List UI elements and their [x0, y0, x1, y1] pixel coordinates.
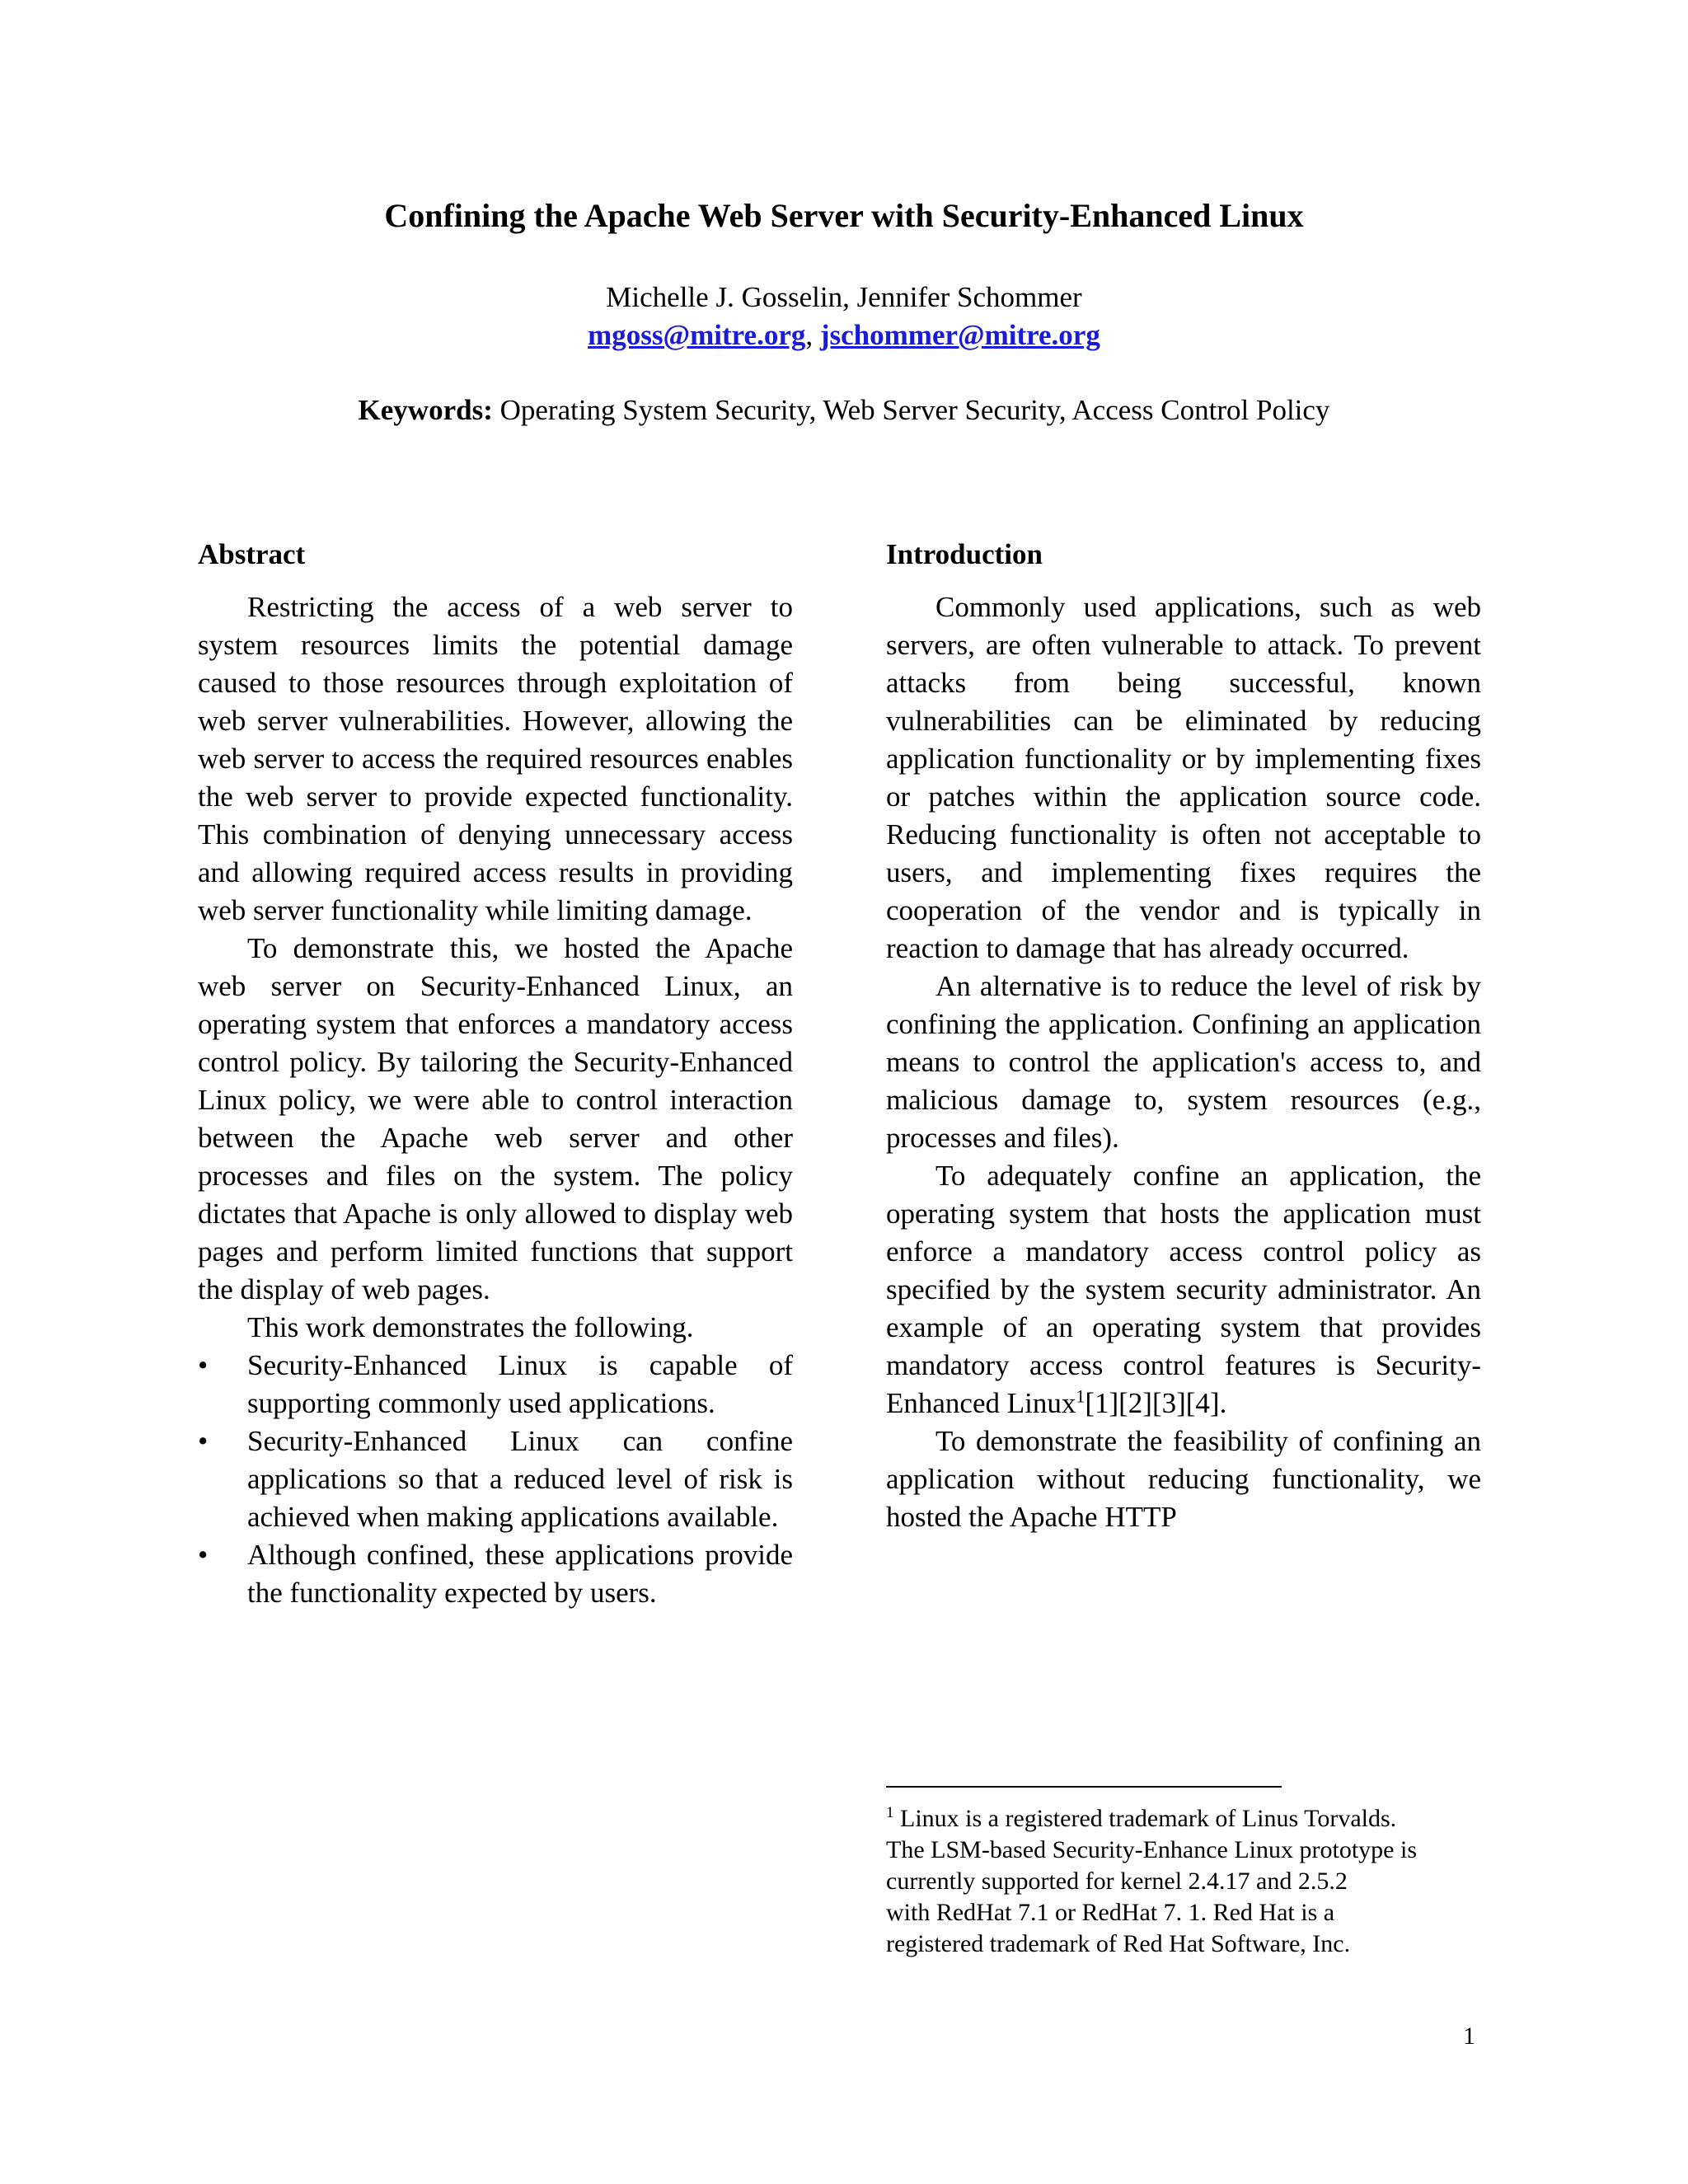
footnote-line: currently supported for kernel 2.4.17 and 2.5.2 — [886, 1868, 1348, 1895]
citation-references: [1][2][3][4]. — [1085, 1387, 1227, 1419]
introduction-paragraph-1: Commonly used applications, such as web servers, are often vulnerable to attack. To prevent attacks from being successful, known vulnerabilities can be eliminated by reducing application functionality or by implementing fixes or patches within the application source code. Reducing functionality is often not acceptable to users, and implementing fixes requires the cooperation of the vendor and is typically in reaction to damage that has already occurred. — [886, 591, 1481, 964]
list-item — [198, 1347, 793, 1422]
keywords-text: Operating System Security, Web Server Security, Access Control Policy — [499, 394, 1330, 426]
footnote-reference: 1 — [1076, 1385, 1085, 1407]
footnote-line — [886, 1803, 1481, 1835]
footnote-line: with RedHat 7.1 or RedHat 7. 1. Red Hat is a — [886, 1899, 1335, 1926]
bullet-icon: • — [198, 1349, 209, 1381]
abstract-paragraph-3: This work demonstrates the following. — [247, 1311, 694, 1343]
list-item-text: Although confined, these applications provide the functionality expected by users. — [247, 1539, 793, 1609]
footnote-line-text: Linux is a registered trademark of Linus Torvalds. — [900, 1805, 1397, 1832]
list-item — [198, 1422, 793, 1536]
keywords-line — [0, 391, 1688, 429]
findings-list — [198, 1347, 793, 1612]
abstract-column — [198, 536, 793, 1612]
introduction-heading: Introduction — [886, 538, 1043, 570]
keywords-label: Keywords: — [358, 394, 493, 426]
introduction-paragraph-4: To demonstrate the feasibility of confining an application without reducing functionality, we hosted the Apache HTTP — [886, 1425, 1481, 1533]
email-separator: , — [805, 319, 820, 351]
abstract-paragraph-2: To demonstrate this, we hosted the Apache web server on Security-Enhanced Linux, an operating system that enforces a mandatory access control policy. By tailoring the Security-Enhanced Linux policy, we were able to control interaction between the Apache web server and other processes and files on the system. The policy dictates that Apache is only allowed to display web pages and perform limited functions that support the display of web pages. — [198, 932, 793, 1305]
abstract-heading: Abstract — [198, 538, 306, 570]
bullet-icon: • — [198, 1539, 209, 1571]
email-link-jschommer[interactable]: jschommer@mitre.org — [819, 319, 1100, 351]
list-item — [198, 1536, 793, 1612]
author-emails — [0, 316, 1688, 354]
introduction-column — [886, 536, 1481, 1536]
abstract-paragraph-1: Restricting the access of a web server to system resources limits the potential damage caused to those resources through exploitation of web server vulnerabilities. However, allowing the web server to access the required resources enables the web server to provide expected functionality. This combination of denying unnecessary access and allowing required access results in providing web server functionality while limiting damage. — [198, 591, 793, 926]
introduction-paragraph-2: An alternative is to reduce the level of risk by confining the application. Confining an application means to control the application's access to, and malicious damage to, system resources (e.g., processes and files). — [886, 970, 1481, 1154]
page-number: 1 — [1463, 2022, 1475, 2050]
paper-title: Confining the Apache Web Server with Security-Enhanced Linux — [384, 197, 1304, 234]
bullet-icon: • — [198, 1425, 209, 1457]
email-link-mgoss[interactable]: mgoss@mitre.org — [588, 319, 806, 351]
footnote-divider — [886, 1786, 1282, 1788]
footnote — [886, 1803, 1481, 1960]
introduction-paragraph-3-text: To adequately confine an application, the operating system that hosts the application must enforce a mandatory access control policy as specified by the system security administrator. An example of an operating system that provides mandatory access control features is Security-Enhanced Linux — [886, 1160, 1481, 1419]
footnote-line: registered trademark of Red Hat Software, Inc. — [886, 1930, 1351, 1957]
author-names: Michelle J. Gosselin, Jennifer Schommer — [606, 281, 1082, 313]
introduction-paragraph-3 — [886, 1157, 1481, 1422]
list-item-text: Security-Enhanced Linux is capable of supporting commonly used applications. — [247, 1349, 793, 1419]
footnote-line: The LSM-based Security-Enhance Linux prototype is — [886, 1836, 1418, 1863]
footnote-mark: 1 — [886, 1804, 894, 1821]
list-item-text: Security-Enhanced Linux can confine applications so that a reduced level of risk is achieved when making applications available. — [247, 1425, 793, 1533]
